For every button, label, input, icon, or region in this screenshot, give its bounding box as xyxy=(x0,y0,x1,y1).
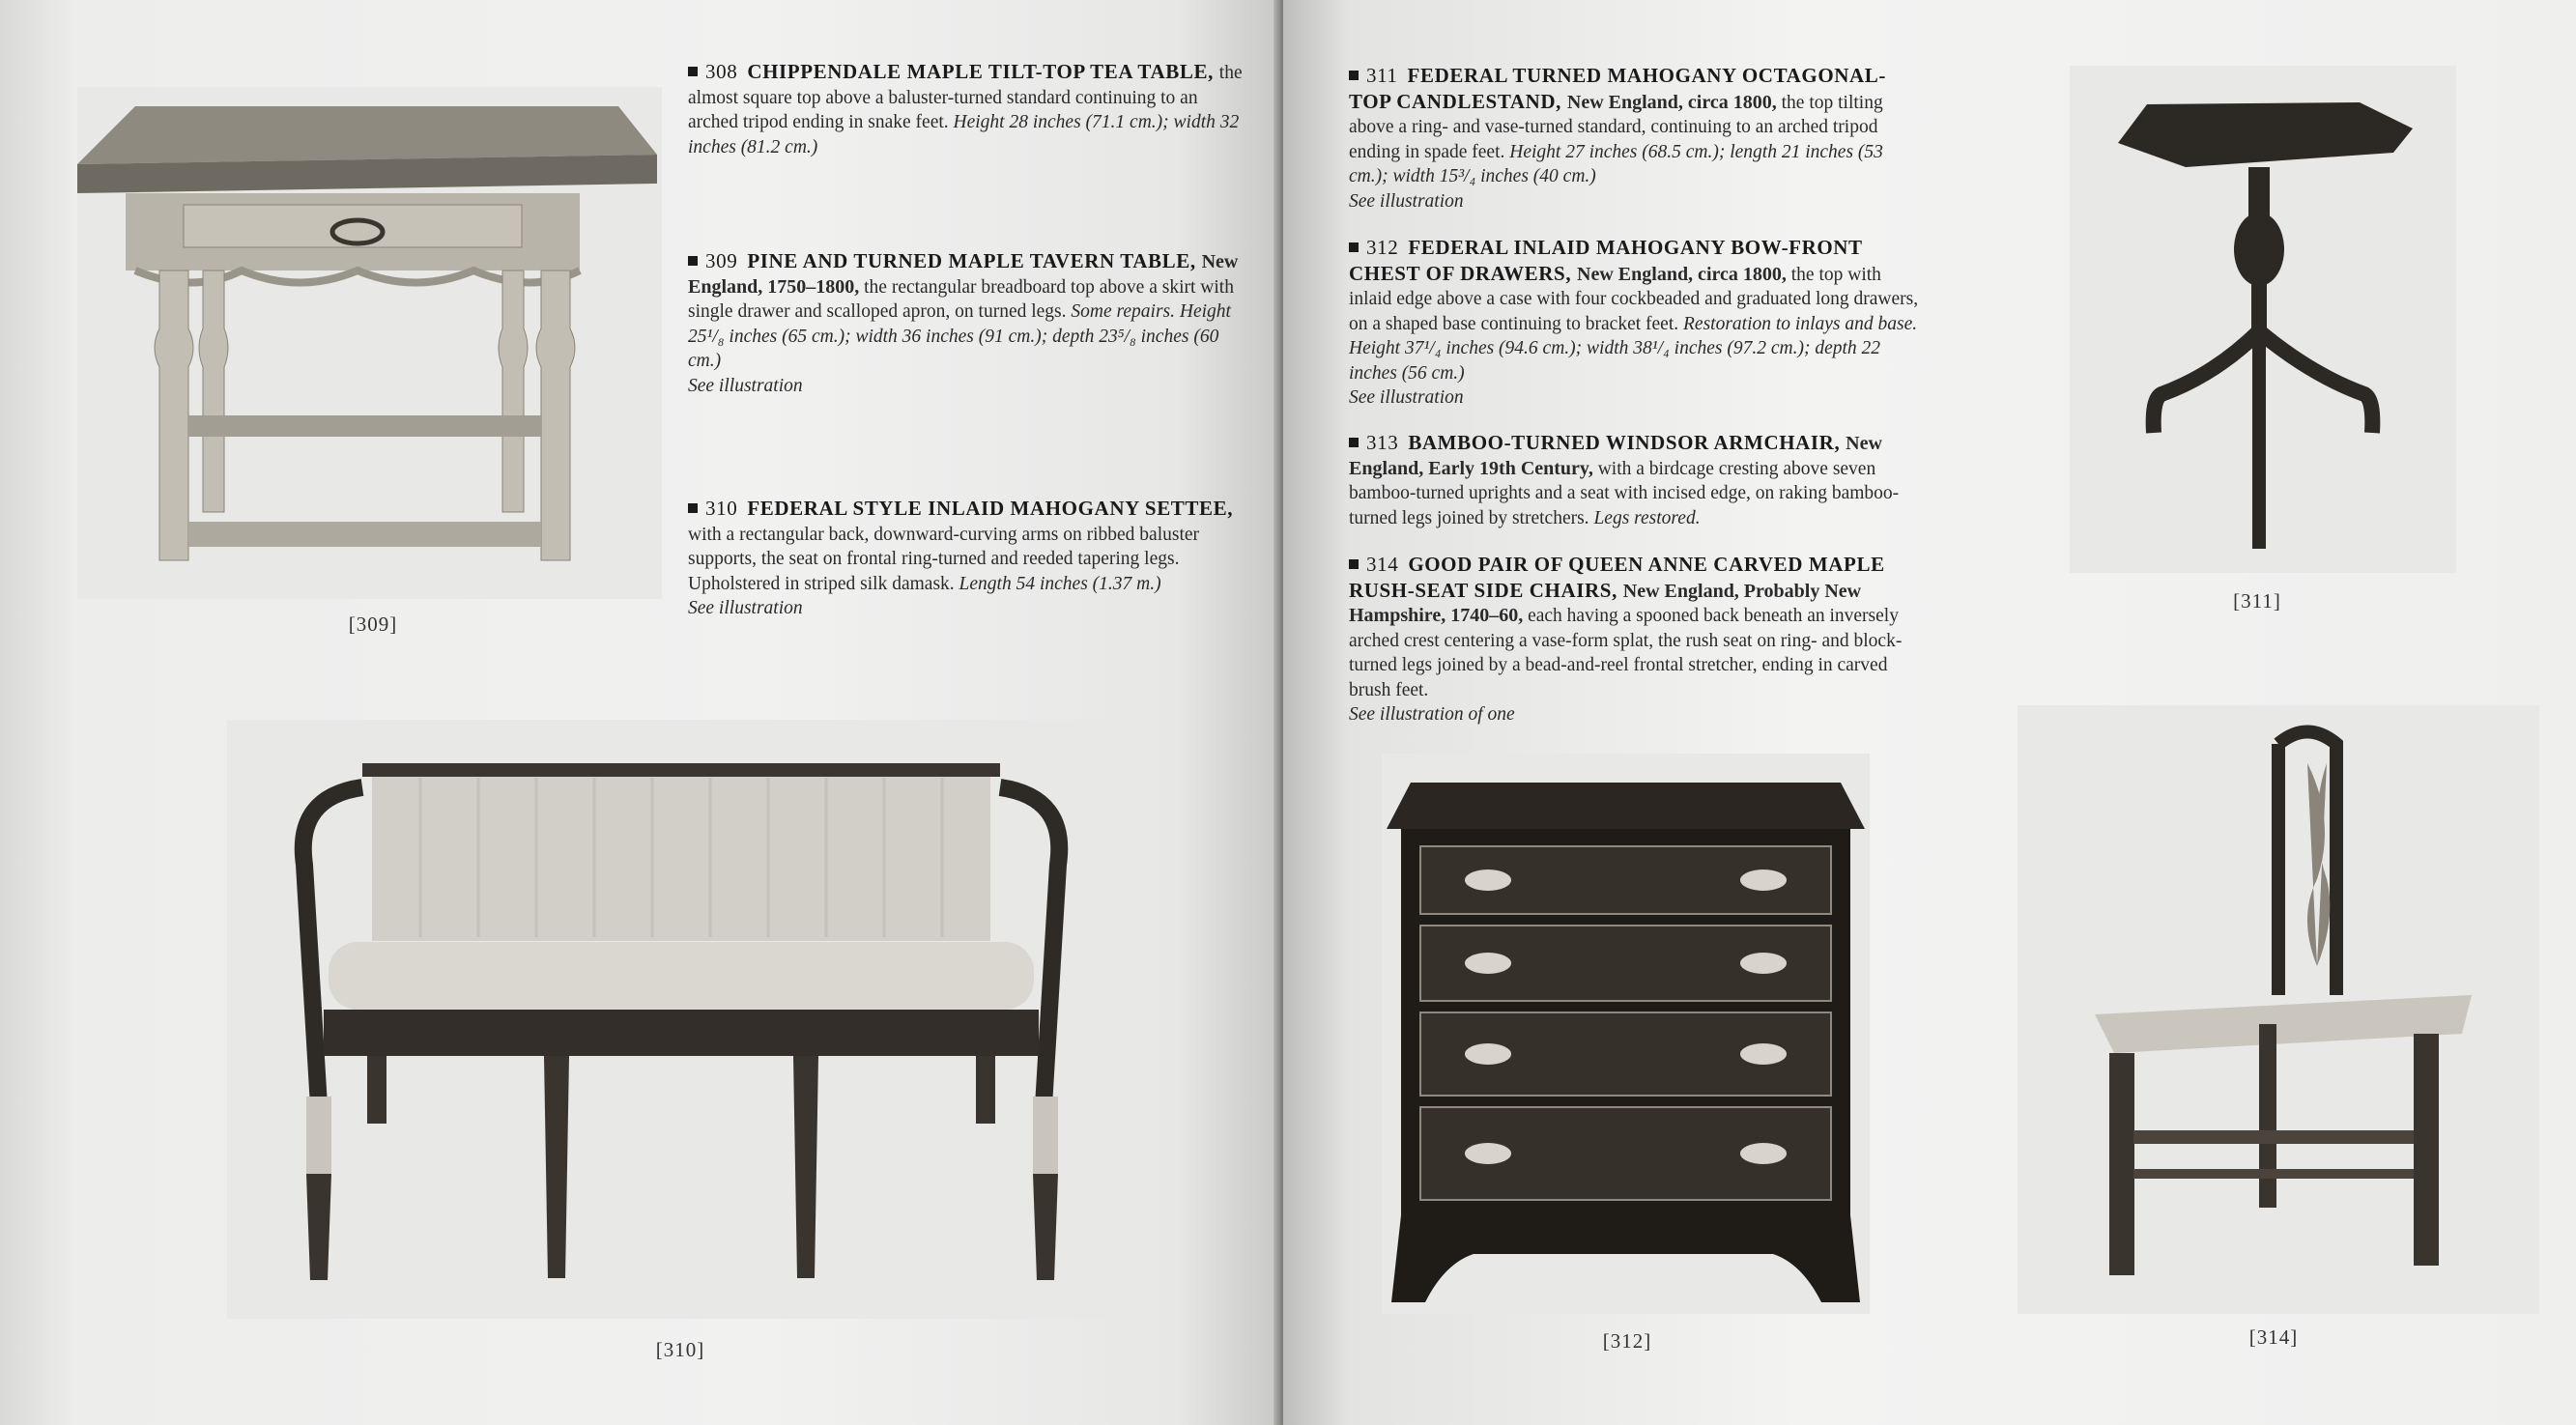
lot-description: the top tilting above a ring- and vase-turned standard, continuing to an arched tripod ending in spade feet. xyxy=(1349,92,1883,162)
lot-title: CHIPPENDALE MAPLE TILT-TOP TEA TABLE, xyxy=(747,60,1214,83)
bullet-icon xyxy=(1349,438,1359,447)
lot-dimensions: Some repairs. Height 25¹/₈ inches (65 cm.); width 36 inches (91 cm.); depth 23⁵/₈ inches (60 cm.) xyxy=(688,301,1231,371)
bullet-icon xyxy=(688,67,698,76)
lot-see-illustration: See illustration xyxy=(1349,387,1464,408)
lot-311 xyxy=(1349,64,1927,214)
lot-310-heading xyxy=(688,497,1233,520)
lot-312 xyxy=(1349,236,1927,411)
lot-314 xyxy=(1349,553,1927,727)
lot-313-heading xyxy=(1349,431,1846,454)
caption-311: [311] xyxy=(2233,589,2281,613)
right-page xyxy=(1283,0,2576,1425)
caption-309: [309] xyxy=(348,613,398,636)
lot-title: GOOD PAIR OF QUEEN ANNE CARVED MAPLE RUSH-SEAT SIDE CHAIRS, xyxy=(1349,553,1885,602)
tavern-table-illustration xyxy=(77,87,662,599)
photo-side-chair xyxy=(2018,705,2539,1314)
lot-description: each having a spooned back beneath an inversely arched crest centering a vase-form splat, the rush seat on ring- and block-turned legs joined by a bead-and-reel frontal stretcher, ending in carved brush feet. xyxy=(1349,606,1903,700)
lot-origin: New England, Early 19th Century, xyxy=(1349,433,1882,479)
lot-number: 308 xyxy=(705,60,738,83)
lot-dimensions: Length 54 inches (1.37 m.) xyxy=(959,573,1161,594)
lot-number: 312 xyxy=(1366,236,1399,259)
photo-chest-of-drawers xyxy=(1382,754,1870,1314)
lot-title: FEDERAL STYLE INLAID MAHOGANY SETTEE, xyxy=(747,497,1234,520)
lot-see-illustration: See illustration of one xyxy=(1349,704,1515,725)
lot-309 xyxy=(688,249,1250,398)
photo-tavern-table xyxy=(77,87,662,599)
lot-description: with a birdcage cresting above seven bamboo-turned uprights and a seat with incised edge, on raking bamboo-turned legs joined by stretchers. xyxy=(1349,458,1900,528)
lot-description: the top with inlaid edge above a case with four cockbeaded and graduated long drawers, on a shaped base continuing to bracket feet. xyxy=(1349,264,1919,334)
lot-dimensions: Legs restored. xyxy=(1593,507,1701,528)
chest-illustration xyxy=(1382,754,1870,1314)
lot-number: 314 xyxy=(1366,553,1399,576)
lot-title: BAMBOO-TURNED WINDSOR ARMCHAIR, xyxy=(1408,431,1841,454)
candlestand-illustration xyxy=(2070,66,2456,573)
lot-310 xyxy=(688,497,1250,621)
photo-settee xyxy=(227,720,1135,1319)
caption-312: [312] xyxy=(1602,1329,1652,1353)
bullet-icon xyxy=(1349,559,1359,569)
lot-dimensions: Restoration to inlays and base. Height 37¹/₄ inches (94.6 cm.); width 38¹/₄ inches (97.2 cm.); depth 22 inches (56 cm.) xyxy=(1349,313,1918,384)
lot-description: the rectangular breadboard top above a skirt with single drawer and scalloped apron, on turned legs. xyxy=(688,276,1234,322)
lot-number: 311 xyxy=(1366,64,1398,87)
caption-310: [310] xyxy=(655,1338,705,1361)
lot-description: with a rectangular back, downward-curving arms on ribbed baluster supports, the seat on frontal ring-turned and reeded tapering legs. Upholstered in striped silk damask. xyxy=(688,524,1200,594)
lot-number: 310 xyxy=(705,497,738,520)
lot-number: 309 xyxy=(705,249,738,272)
lot-see-illustration: See illustration xyxy=(688,375,803,396)
lot-description: the almost square top above a baluster-turned standard continuing to an arched tripod ending in snake feet. xyxy=(688,63,1243,132)
lot-see-illustration: See illustration xyxy=(688,598,803,618)
lot-title: FEDERAL INLAID MAHOGANY BOW-FRONT CHEST OF DRAWERS, xyxy=(1349,236,1863,285)
lot-308-heading xyxy=(688,60,1219,83)
side-chair-illustration xyxy=(2018,705,2539,1314)
left-page xyxy=(0,0,1277,1425)
lot-title: FEDERAL TURNED MAHOGANY OCTAGONAL-TOP CANDLESTAND, xyxy=(1349,64,1886,113)
bullet-icon xyxy=(688,256,698,266)
lot-title: PINE AND TURNED MAPLE TAVERN TABLE, xyxy=(747,249,1196,272)
lot-origin: New England, circa 1800, xyxy=(1566,91,1777,113)
lot-origin: New England, Probably New Hampshire, 1740–60, xyxy=(1349,580,1862,626)
lot-see-illustration: See illustration xyxy=(1349,190,1464,212)
lot-number: 313 xyxy=(1366,431,1399,454)
bullet-icon xyxy=(688,503,698,513)
lot-dimensions: Height 28 inches (71.1 cm.); width 32 inches (81.2 cm.) xyxy=(688,112,1240,157)
lot-308 xyxy=(688,60,1250,159)
bullet-icon xyxy=(1349,71,1359,80)
lot-313 xyxy=(1349,431,1927,530)
lot-origin: New England, 1750–1800, xyxy=(688,251,1239,298)
bullet-icon xyxy=(1349,242,1359,252)
settee-illustration xyxy=(227,720,1135,1319)
photo-candlestand xyxy=(2070,66,2456,573)
caption-314: [314] xyxy=(2248,1325,2299,1349)
lot-dimensions: Height 27 inches (68.5 cm.); length 21 inches (53 cm.); width 15³/₄ inches (40 cm.) xyxy=(1349,141,1883,186)
lot-origin: New England, circa 1800, xyxy=(1577,263,1787,285)
lot-309-heading xyxy=(688,249,1202,272)
